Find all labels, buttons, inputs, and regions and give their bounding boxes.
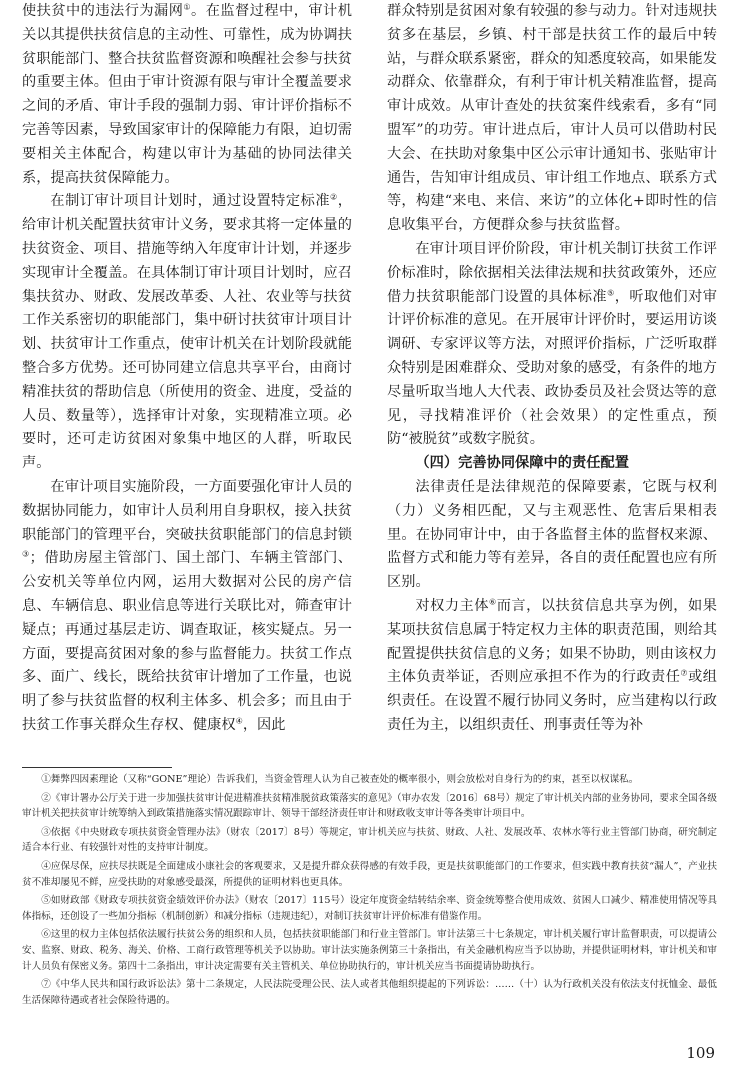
footnote-ref: ④: [235, 716, 243, 726]
footnote-ref: ⑦: [680, 668, 689, 678]
footnote: ⑥这里的权力主体包括依法履行扶贫公务的组织和人员，包括扶贫职能部门和行业主管部门。审计法第三十七条规定，审计机关履行审计监督职责，可以提请公安、监察、财政、税务、海关、价格、工商行政管理等机关予以协助。审计法实施条例第三十条指出，有关金融机构应当予以协助，并提供证明材料，审计机关和审计人员负有保密义务。第四十二条指出，审计决定需要有关主管机关、单位协助执行的，审计机关应当书面提请协助执行。: [22, 929, 717, 972]
footnote: ②《审计署办公厅关于进一步加强扶贫审计促进精准扶贫精准脱贫政策落实的意见》（审办农发〔2016〕68号）规定了审计机关内部的业务协同，要求全国各级审计机关把扶贫审计统筹纳入到政策措施落实情况跟踪审计、领导干部经济责任审计和财政收支审计等各类审计项目中。: [22, 792, 717, 820]
footnote: ⑤如财政部《财政专项扶贫资金绩效评价办法》（财农〔2017〕115号）设定年度资金结转结余率、资金统筹整合使用成效、贫困人口减少、精准使用情况等具体指标，还创设了一些加分指标（机制创新）和减分指标（违规违纪），对制订扶贫审计评价标准有借鉴作用。: [22, 895, 717, 922]
footnotes: [22, 772, 717, 1011]
footnote-ref: ①: [183, 2, 192, 12]
footnote: ⑦《中华人民共和国行政诉讼法》第十二条规定，人民法院受理公民、法人或者其他组织提起的下列诉讼：……（十）认为行政机关没有依法支付抚恤金、最低生活保障待遇或者社会保险待遇的。: [22, 979, 717, 1006]
paragraph: 使扶贫中的违法行为漏网①。在监督过程中，审计机关以其提供扶贫信息的主动性、可靠性，成为协调扶贫职能部门、整合扶贫监督资源和唤醒社会参与扶贫的重要主体。但由于审计资源有限与审计全覆盖要求之间的矛盾、审计手段的强制力弱、审计评价指标不完善等因素，导致国家审计的保障能力有限，迫切需要相关主体配合，构建以审计为基础的协同法律关系，提高扶贫保障能力。: [22, 2, 352, 186]
paragraph: 对权力主体⑥而言，以扶贫信息共享为例，如果某项扶贫信息属于特定权力主体的职责范围，则给其配置提供扶贫信息的义务；如果不协助，则由该权力主体负责举证，否则应承担不作为的行政责任⑦或组织责任。在设置不履行协同义务时，应当建构以行政责任为主，以组织责任、刑事责任等为补: [387, 597, 717, 733]
paragraph: 在审计项目评价阶段，审计机关制订扶贫工作评价标准时，除依据相关法律法规和扶贫政策外，还应借力扶贫职能部门设置的具体标准⑤，听取他们对审计评价标准的意见。在开展审计评价时，要运用访谈调研、专家评议等方法，对照评价指标，广泛听取群众特别是困难群众、受助对象的感受，有条件的地方尽量听取当地人大代表、政协委员及社会贤达等的意见，寻找精准评价（社会效果）的定性重点，预防“被脱贫”或数字脱贫。: [387, 240, 717, 448]
footnote-ref: ②: [330, 192, 338, 202]
right-column: [387, 0, 717, 738]
section-heading: （四）完善协同保障中的责任配置: [415, 455, 629, 472]
paragraph: 在制订审计项目计划时，通过设置特定标准②，给审计机关配置扶贫审计义务，要求其将一定体量的扶贫资金、项目、措施等纳入年度审计计划，并逐步实现审计全覆盖。在具体制订审计项目计划时，应召集扶贫办、财政、发展改革委、人社、农业等与扶贫工作关系密切的职能部门，集中研讨扶贫审计项目计划、扶贫审计工作重点，使审计机关在计划阶段就能整合多方优势。还可协同建立信息共享平台，由商讨精准扶贫的帮助信息（所使用的资金、进度，受益的人员、数量等），选择审计对象，实现精准立项。必要时，还可走访贫困对象集中地区的人群，听取民声。: [22, 192, 352, 472]
footnote-ref: ⑥: [488, 597, 497, 607]
footnote-ref: ③: [22, 549, 30, 559]
left-column: [22, 0, 352, 738]
footnote: ①舞弊四因素理论（又称“GONE”理论）告诉我们，当资金管理人认为自己被查处的概率很小，则会放松对自身行为的约束，甚至以权谋私。: [41, 774, 639, 785]
footnote: ④应保尽保，应扶尽扶既是全面建成小康社会的客观要求，又是提升群众获得感的有效手段，更是扶贫职能部门的工作要求，但实践中教育扶贫“漏人”，产业扶贫不准却屡见不鲜，应受扶助的对象感受最深，所提供的证明材料也更具体。: [22, 860, 717, 888]
page-number: 109: [686, 1044, 715, 1062]
paragraph: 在审计项目实施阶段，一方面要强化审计人员的数据协同能力，如审计人员利用自身职权，接入扶贫职能部门的管理平台，突破扶贫职能部门的信息封锁③；借助房屋主管部门、国土部门、车辆主管部门、公安机关等单位内网，运用大数据对公民的房产信息、车辆信息、职业信息等进行关联比对，筛查审计疑点；再通过基层走访、调查取证，核实疑点。另一方面，要提高贫困对象的参与监督能力。扶贫工作点多、面广、线长，既给扶贫审计增加了工作量，也说明了参与扶贫监督的权利主体多、机会多；而且由于扶贫工作事关群众生存权、健康权④，因此: [22, 478, 352, 733]
footnote-ref: ⑤: [607, 287, 615, 297]
paragraph: 法律责任是法律规范的保障要素，它既与权利（力）义务相匹配，又与主观恶性、危害后果相表里。在协同审计中，由于各监督主体的监督权来源、监督方式和能力等有差异，各自的责任配置也应有所区别。: [387, 478, 717, 591]
footnote: ③依据《中央财政专项扶贫资金管理办法》（财农〔2017〕8号）等规定，审计机关应与扶贫、财政、人社、发展改革、农林水等行业主管部门协商，研究制定适合本行业、有较强针对性的支持审计制度。: [22, 826, 717, 854]
paragraph: 群众特别是贫困对象有较强的参与动力。针对违规扶贫多在基层，乡镇、村干部是扶贫工作的最后中转站，与群众联系紧密，群众的知悉度较高，如果能发动群众、依靠群众，有利于审计机关精准监督，提高审计成效。从审计查处的扶贫案件线索看，多有“同盟军”的功劳。审计进点后，审计人员可以借助村民大会、在扶助对象集中区公示审计通知书、张贴审计通告，告知审计组成员、审计组工作地点、联系方式等，构建“来电、来信、来访”的立体化+即时性的信息收集平台，方便群众参与扶贫监督。: [387, 3, 717, 234]
footnote-divider: [22, 767, 172, 768]
